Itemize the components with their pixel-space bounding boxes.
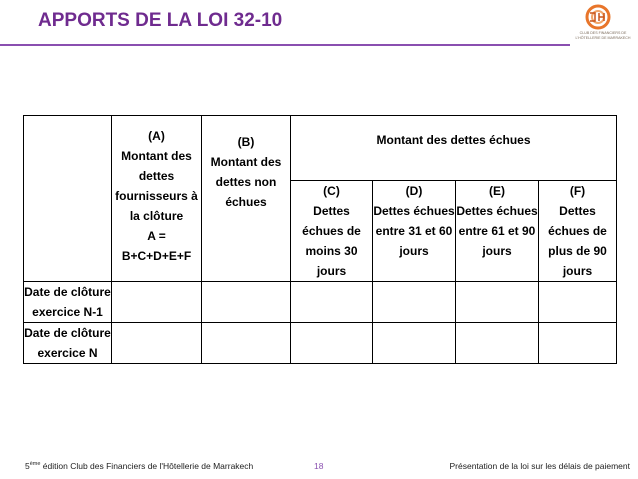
header-col-c: [291, 181, 373, 282]
cell-n-f: [539, 323, 617, 364]
footer-event-text: édition Club des Financiers de l'Hôtellerie de Marrakech: [40, 461, 254, 471]
footer-edition-suffix: ème: [29, 461, 41, 468]
header-col-a: [112, 116, 202, 282]
cell-n-d: [373, 323, 456, 364]
table-row: [24, 323, 617, 364]
cell-n-1-b: [202, 282, 291, 323]
header-col-b-label: (B) Montant des dettes non échues: [210, 135, 282, 209]
club-logo-text: CLUB DES FINANCIERS DE L'HÔTELLERIE DE MARRAKECH: [575, 31, 631, 40]
header-col-a-label: (A) Montant des dettes fournisseurs à la clôture A = B+C+D+E+F: [115, 129, 198, 263]
corner-cell: [24, 116, 112, 282]
cell-n-1-f: [539, 282, 617, 323]
payment-delays-table: [23, 115, 617, 364]
row-header-n: [24, 323, 112, 364]
header-col-e-label: (E) Dettes échues entre 61 et 90 jours: [456, 184, 538, 258]
cell-n-1-e: [456, 282, 539, 323]
table-row: [24, 282, 617, 323]
row-header-n-label: Date de clôture exercice N: [24, 326, 111, 360]
title-divider: [0, 44, 570, 46]
page-number: 18: [314, 461, 324, 471]
header-col-b: [202, 116, 291, 282]
slide-title: APPORTS DE LA LOI 32-10: [38, 10, 283, 31]
row-header-n-1-label: Date de clôture exercice N-1: [24, 285, 111, 319]
header-dettes-echues-label: Montant des dettes échues: [376, 133, 531, 147]
cell-n-b: [202, 323, 291, 364]
header-col-f-label: (F) Dettes échues de plus de 90 jours: [548, 184, 607, 278]
footer-edition-number: 5: [25, 461, 30, 471]
footer-presentation-title: Présentation de la loi sur les délais de paiement: [449, 461, 630, 471]
header-dettes-echues: [291, 116, 617, 181]
cell-n-e: [456, 323, 539, 364]
club-logo: [572, 4, 632, 54]
cell-n-a: [112, 323, 202, 364]
cell-n-1-a: [112, 282, 202, 323]
cell-n-1-d: [373, 282, 456, 323]
footer-event-name: [25, 461, 253, 471]
header-col-e: [456, 181, 539, 282]
club-logo-icon: [582, 4, 616, 30]
header-col-d: [373, 181, 456, 282]
cell-n-1-c: [291, 282, 373, 323]
header-col-c-label: (C) Dettes échues de moins 30 jours: [302, 184, 361, 278]
row-header-n-1: [24, 282, 112, 323]
header-col-f: [539, 181, 617, 282]
cell-n-c: [291, 323, 373, 364]
header-col-d-label: (D) Dettes échues entre 31 et 60 jours: [373, 184, 455, 258]
